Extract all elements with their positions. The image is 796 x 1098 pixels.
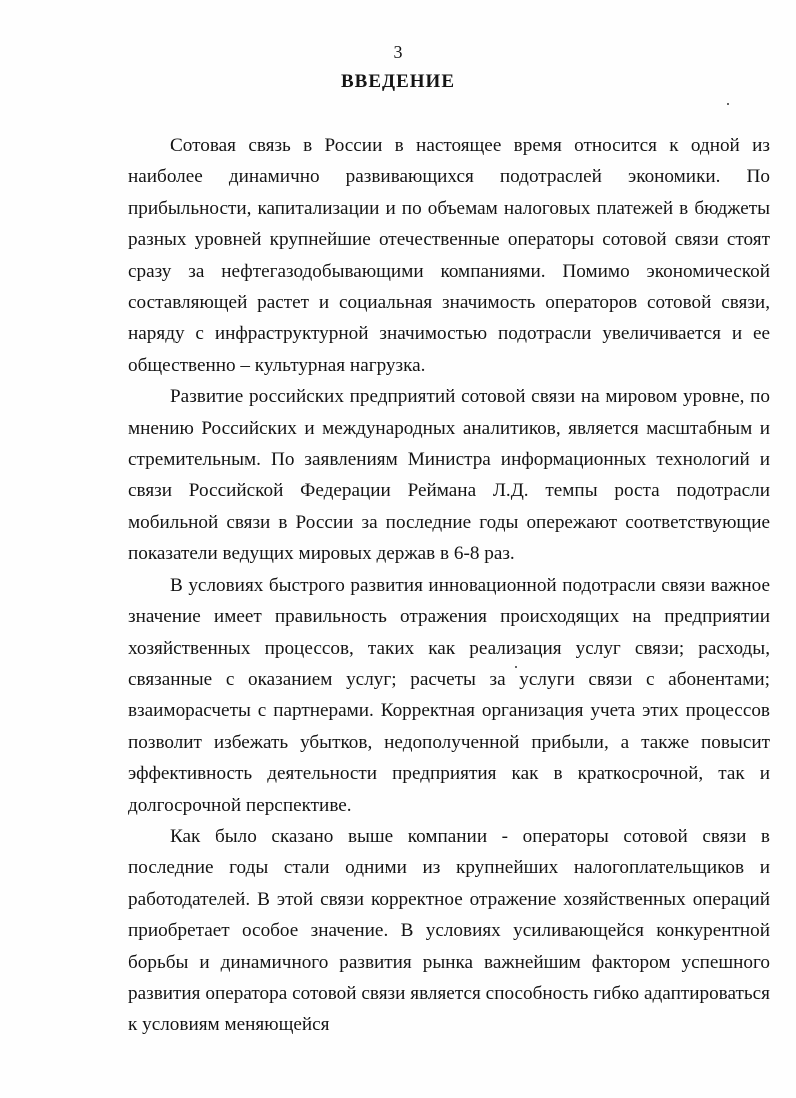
paragraph: Сотовая связь в России в настоящее время относится к одной из наиболее динамично развивающихся подотраслей экономики. По прибыльности, капитализации и по объемам налоговых платежей в бюджеты разных уровней крупнейшие отечественные операторы сотовой связи стоят сразу за нефтегазодобывающими компаниями. Помимо экономической составляющей растет и социальная значимость операторов сотовой связи, наряду с инфраструктурной значимостью подотрасли увеличивается и ее общественно – культурная нагрузка. <box>128 135 770 376</box>
paragraph: Как было сказано выше компании - операторы сотовой связи в последние годы стали одними из крупнейших налогоплательщиков и работодателей. В этой связи корректное отражение хозяйственных операций приобретает особое значение. В условиях усиливающейся конкурентной борьбы и динамичного развития рынка важнейшим фактором успешного развития оператора сотовой связи является способность гибко адаптироваться к условиям меняющейся <box>128 825 770 1036</box>
paragraph: Развитие российских предприятий сотовой связи на мировом уровне, по мнению Российских и международных аналитиков, является масштабным и стремительным. По заявлениям Министра информационных технологий и связи Российской Федерации Реймана Л.Д. темпы роста подотрасли мобильной связи в России за последние годы опережают соответствующие показатели ведущих мировых держав в 6-8 раз. <box>128 386 770 565</box>
page-number: 3 <box>393 42 403 62</box>
body-text <box>128 130 770 1041</box>
page-title: ВВЕДЕНИЕ <box>341 71 455 92</box>
paragraph: В условиях быстрого развития инновационной подотрасли связи важное значение имеет правильность отражения происходящих на предприятии хозяйственных процессов, таких как реализация услуг связи; расходы, связанные с оказанием услуг; расчеты за услуги связи с абонентами; взаиморасчеты с партнерами. Корректная организация учета этих процессов позволит избежать убытков, недополученной прибыли, а также повысит эффективность деятельности предприятия как в краткосрочной, так и долгосрочной перспективе. <box>128 574 770 816</box>
scan-speck <box>727 103 729 105</box>
